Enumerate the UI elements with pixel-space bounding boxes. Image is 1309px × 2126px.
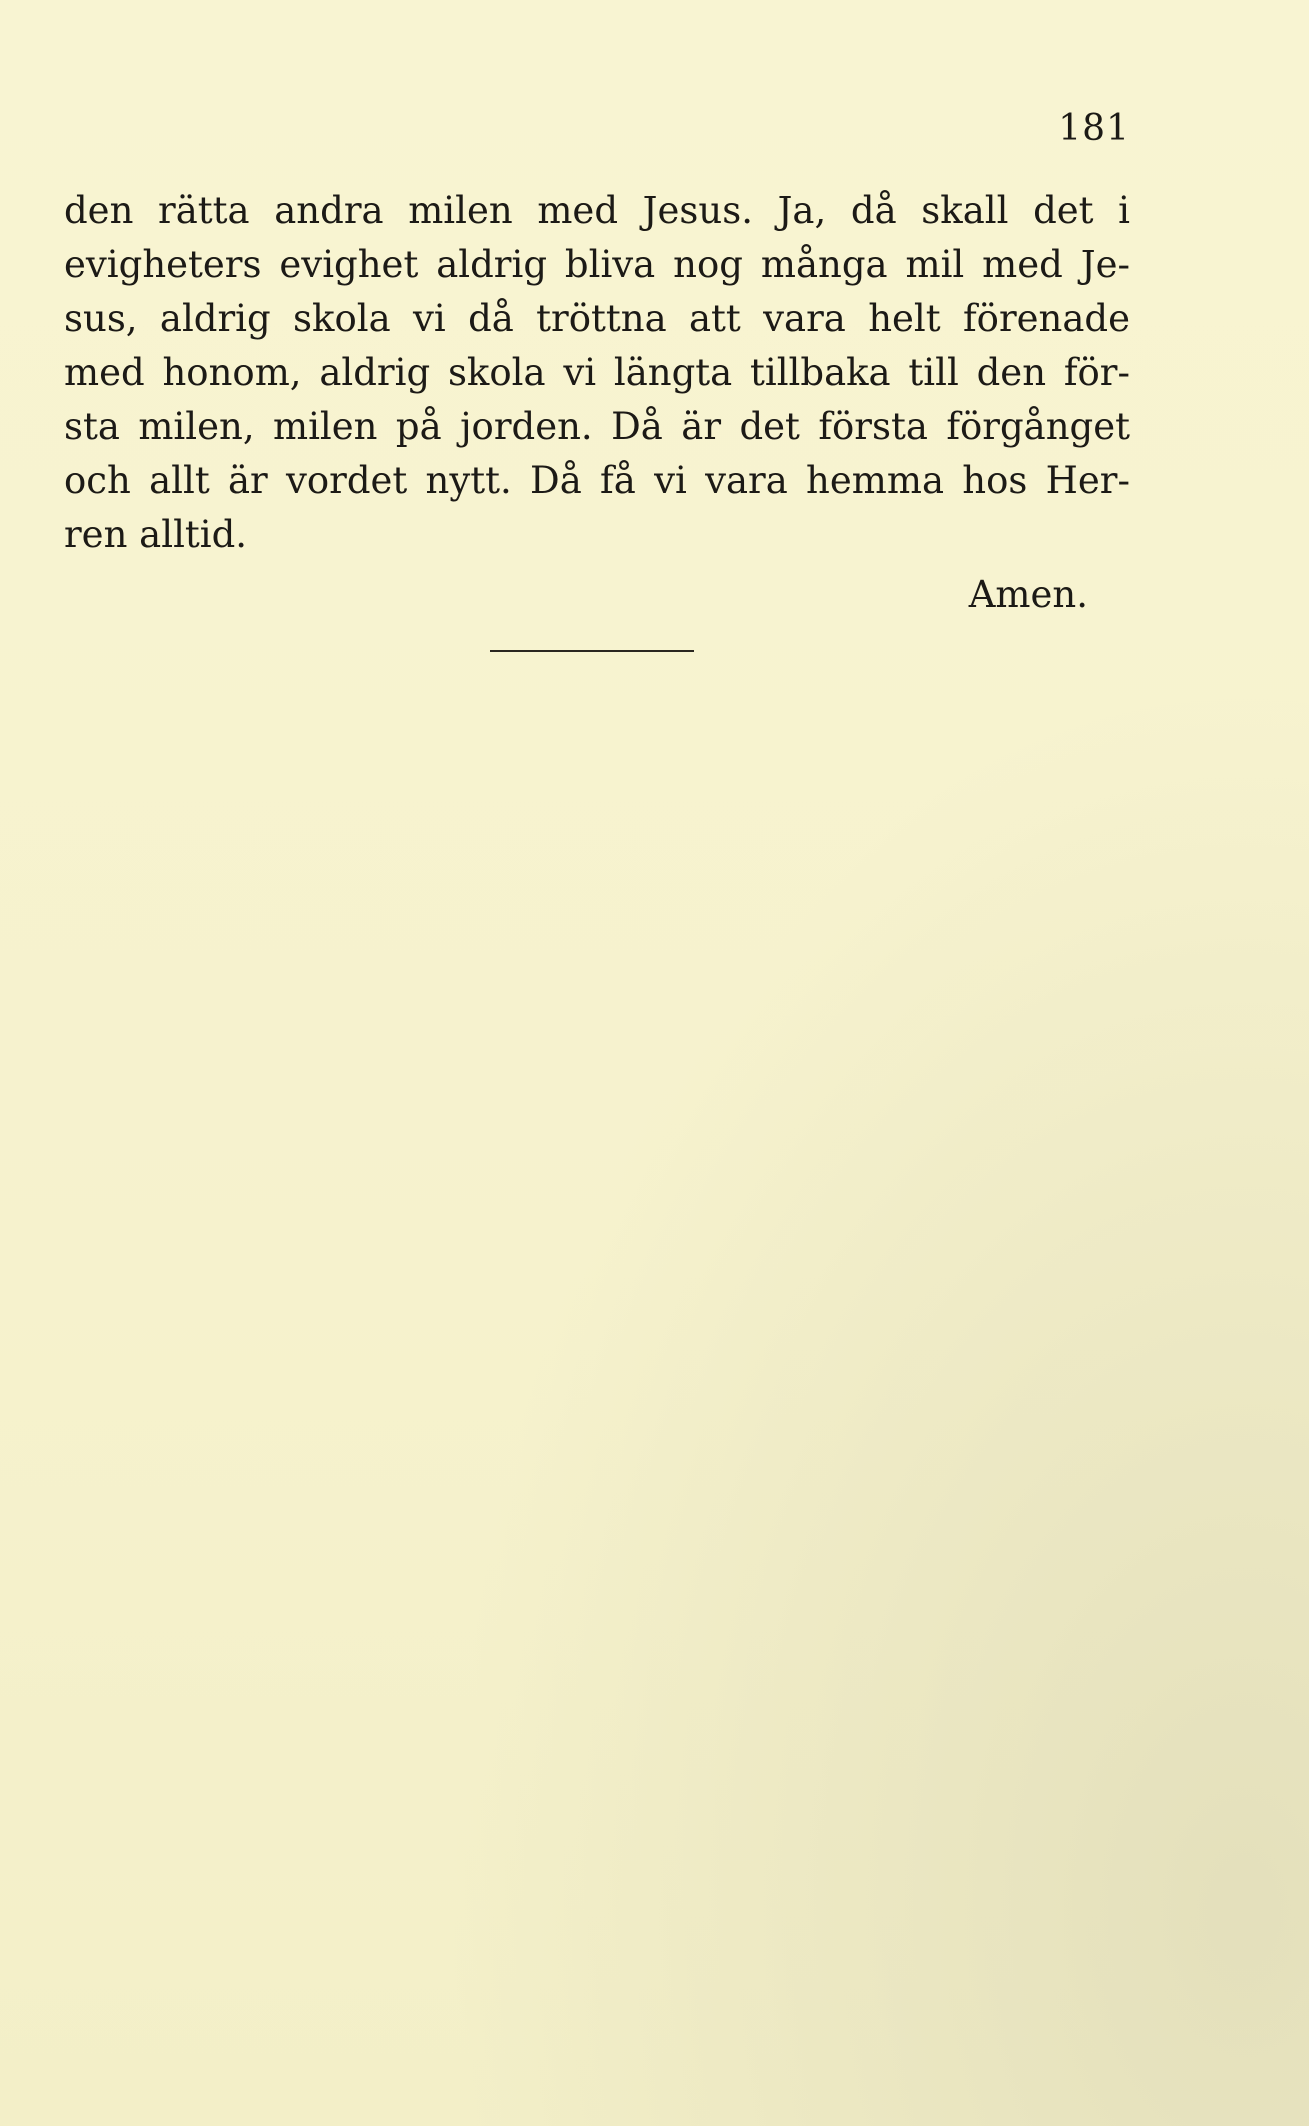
- text-line: sta milen, milen på jorden. Då är det första förgånget: [64, 405, 1130, 448]
- text-line: med honom, aldrig skola vi längta tillbaka till den för-: [64, 351, 1130, 394]
- text-line: evigheters evighet aldrig bliva nog många mil med Je-: [64, 243, 1130, 286]
- page-number: 181: [1058, 108, 1130, 149]
- closing-amen: Amen.: [968, 573, 1088, 616]
- text-line: den rätta andra milen med Jesus. Ja, då skall det i: [64, 189, 1130, 232]
- text-line: sus, aldrig skola vi då tröttna att vara helt förenade: [64, 297, 1130, 340]
- section-divider: [490, 650, 694, 652]
- text-line: och allt är vordet nytt. Då få vi vara hemma hos Her-: [64, 459, 1130, 502]
- text-line: ren alltid.: [64, 513, 248, 556]
- body-paragraph: [64, 184, 1130, 562]
